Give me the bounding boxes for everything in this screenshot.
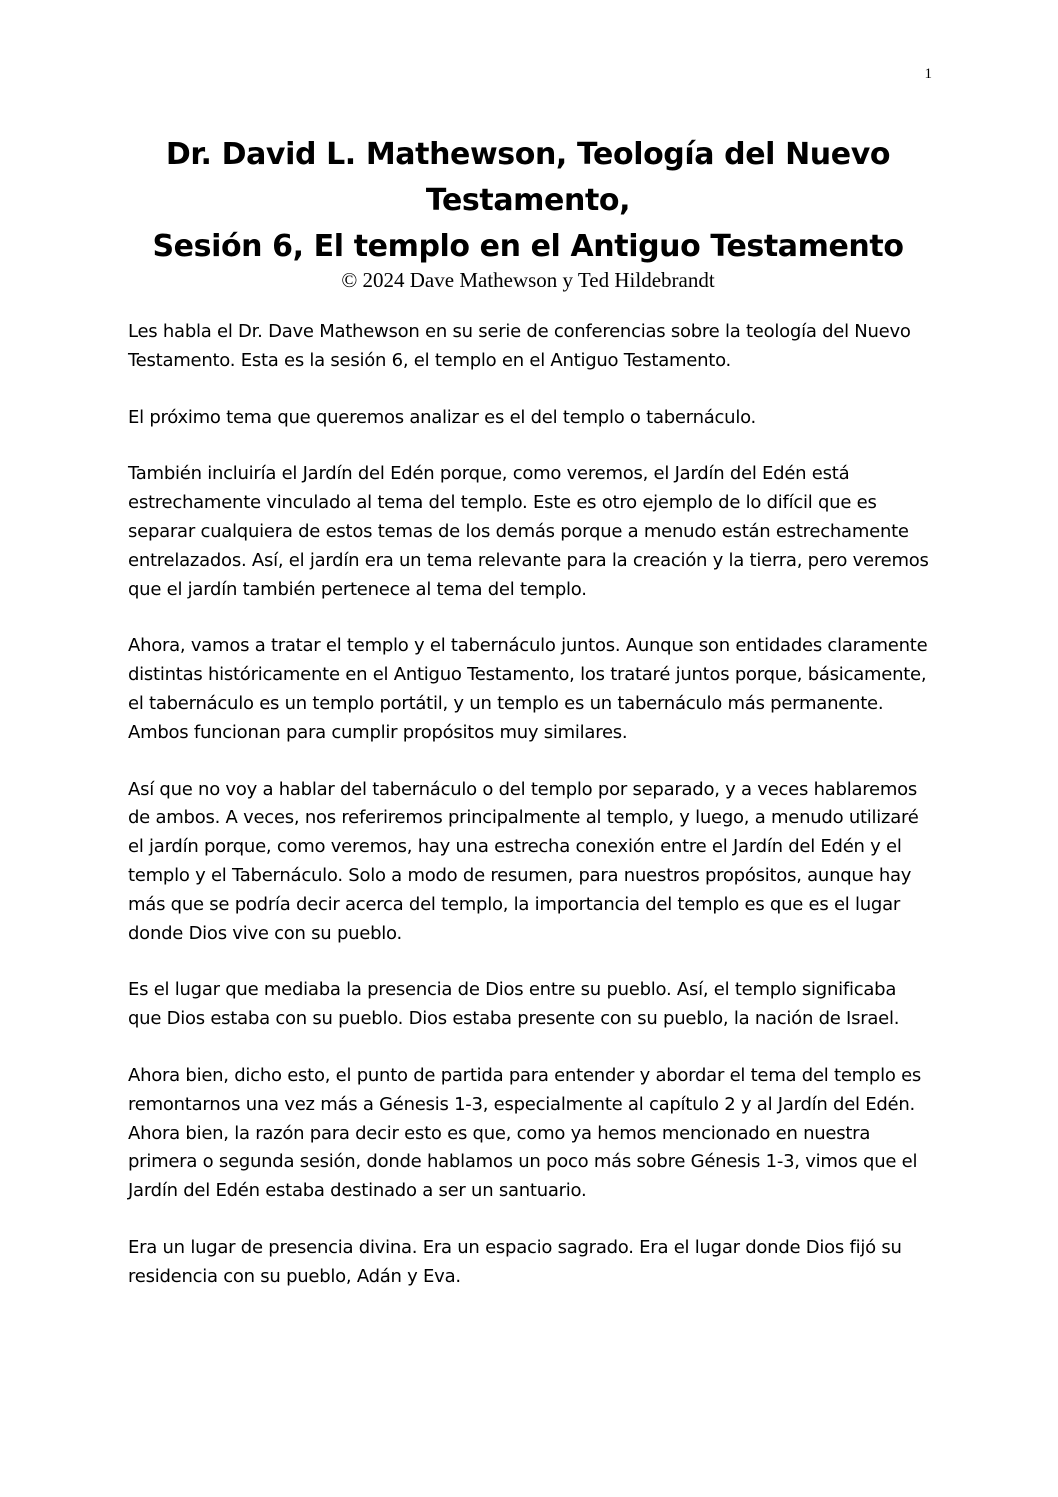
paragraph-7: Ahora bien, dicho esto, el punto de partida para entender y abordar el tema del templo es remontarnos una vez más a Génesis 1-3, especialmente al capítulo 2 y al Jardín del Edén. Ahora bien, la razón para decir esto es que, como ya hemos mencionado en nuestra primera o segunda sesión, donde hablamos un poco más sobre Génesis 1-3, vimos que el Jardín del Edén estaba destinado a ser un santuario. [128, 1064, 922, 1202]
paragraph-5: Así que no voy a hablar del tabernáculo o del templo por separado, y a veces hablaremos de ambos. A veces, nos referiremos principalmente al templo, y luego, a menudo utilizaré el jardín porque, como veremos, hay una estrecha conexión entre el Jardín del Edén y el templo y el Tabernáculo. Solo a modo de resumen, para nuestros propósitos, aunque hay más que se podría decir acerca del templo, la importancia del templo es que es el lugar donde Dios vive con su pueblo. [128, 778, 919, 944]
page-number: 1 [924, 66, 932, 82]
document-body [128, 318, 932, 1320]
document-header [128, 132, 928, 292]
paragraph-2: El próximo tema que queremos analizar es el del templo o tabernáculo. [128, 406, 756, 428]
paragraph-6: Es el lugar que mediaba la presencia de Dios entre su pueblo. Así, el templo significaba que Dios estaba con su pueblo. Dios estaba presente con su pueblo, la nación de Israel. [128, 979, 900, 1030]
copyright-notice: © 2024 Dave Mathewson y Ted Hildebrandt [341, 268, 715, 292]
title-line-2: Testamento, [425, 183, 631, 218]
paragraph-3: También incluiría el Jardín del Edén porque, como veremos, el Jardín del Edén está estrechamente vinculado al tema del templo. Este es otro ejemplo de lo difícil que es separar cualquiera de estos temas de los demás porque a menudo están estrechamente entrelazados. Así, el jardín era un tema relevante para la creación y la tierra, pero veremos que el jardín también pertenece al tema del templo. [128, 463, 929, 600]
paragraph-4: Ahora, vamos a tratar el templo y el tabernáculo juntos. Aunque son entidades claramente distintas históricamente en el Antiguo Testamento, los trataré juntos porque, básicamente, el tabernáculo es un templo portátil, y un templo es un tabernáculo más permanente. Ambos funcionan para cumplir propósitos muy similares. [128, 635, 928, 743]
paragraph-1: Les habla el Dr. Dave Mathewson en su serie de conferencias sobre la teología del Nuevo Testamento. Esta es la sesión 6, el templo en el Antiguo Testamento. [128, 321, 911, 371]
paragraph-8: Era un lugar de presencia divina. Era un espacio sagrado. Era el lugar donde Dios fijó su residencia con su pueblo, Adán y Eva. [128, 1236, 902, 1287]
title-line-1: Dr. David L. Mathewson, Teología del Nuevo [165, 137, 891, 172]
title-line-3: Sesión 6, El templo en el Antiguo Testamento [152, 229, 904, 264]
